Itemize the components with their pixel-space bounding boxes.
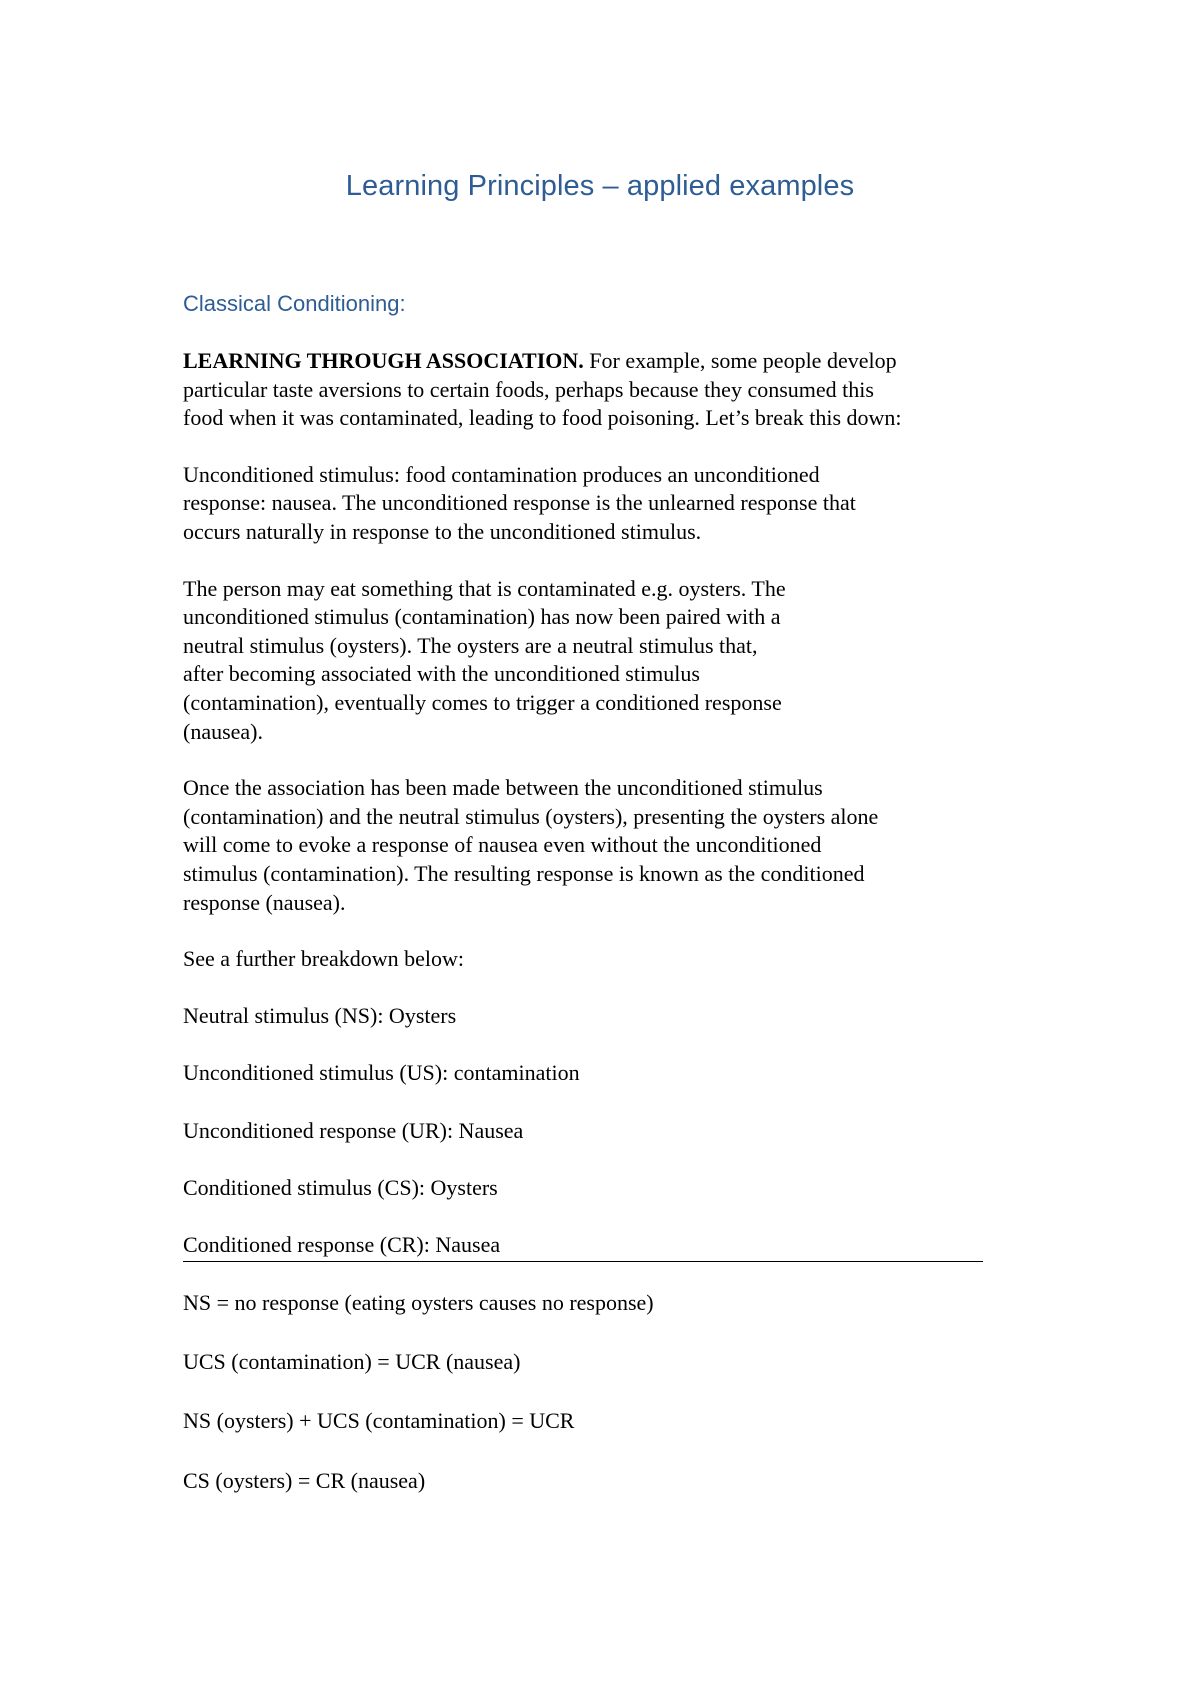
intro-line-1 (183, 347, 1033, 376)
definition-item: Conditioned response (CR): Nausea (183, 1232, 501, 1258)
intro-line-2: particular taste aversions to certain foods, perhaps because they consumed this (183, 376, 874, 402)
intro-line-1-rest: For example, some people develop (583, 348, 897, 373)
definition-item: Unconditioned stimulus (US): contamination (183, 1060, 580, 1086)
intro-line-3: food when it was contaminated, leading to food poisoning. Let’s break this down: (183, 405, 902, 431)
equation-item: UCS (contamination) = UCR (nausea) (183, 1349, 521, 1375)
pairing-paragraph (183, 575, 1033, 747)
association-line: (contamination) and the neutral stimulus (oysters), presenting the oysters alone (183, 803, 879, 829)
equation-item: CS (oysters) = CR (nausea) (183, 1467, 426, 1493)
pairing-line: (nausea). (183, 718, 264, 744)
ucs-line: Unconditioned stimulus: food contamination produces an unconditioned (183, 461, 820, 487)
association-line: response (nausea). (183, 889, 346, 915)
pairing-line: (contamination), eventually comes to trigger a conditioned response (183, 689, 782, 715)
definition-item: Conditioned stimulus (CS): Oysters (183, 1174, 498, 1200)
document-body (183, 290, 1033, 1526)
association-line: stimulus (contamination). The resulting response is known as the conditioned (183, 860, 865, 886)
definition-item: Neutral stimulus (NS): Oysters (183, 1003, 457, 1029)
ucs-paragraph (183, 461, 1033, 547)
association-line: will come to evoke a response of nausea even without the unconditioned (183, 832, 822, 858)
horizontal-divider (183, 1261, 983, 1262)
ucs-line: occurs naturally in response to the unconditioned stimulus. (183, 518, 702, 544)
pairing-line: after becoming associated with the unconditioned stimulus (183, 661, 700, 687)
pairing-line: unconditioned stimulus (contamination) has now been paired with a (183, 604, 781, 630)
pairing-line: neutral stimulus (oysters). The oysters are a neutral stimulus that, (183, 632, 758, 658)
association-line: Once the association has been made between the unconditioned stimulus (183, 775, 823, 801)
intro-paragraph (183, 347, 1033, 433)
association-paragraph (183, 774, 1033, 917)
equation-item: NS (oysters) + UCS (contamination) = UCR (183, 1408, 575, 1434)
breakdown-intro: See a further breakdown below: (183, 946, 465, 972)
definition-item: Unconditioned response (UR): Nausea (183, 1117, 524, 1143)
intro-bold-lead: LEARNING THROUGH ASSOCIATION. (183, 348, 584, 373)
equation-item: NS = no response (eating oysters causes no response) (183, 1290, 654, 1316)
ucs-line: response: nausea. The unconditioned response is the unlearned response that (183, 490, 856, 516)
section-heading: Classical Conditioning: (183, 291, 406, 316)
pairing-line: The person may eat something that is contaminated e.g. oysters. The (183, 575, 786, 601)
page-title: Learning Principles – applied examples (345, 170, 855, 202)
